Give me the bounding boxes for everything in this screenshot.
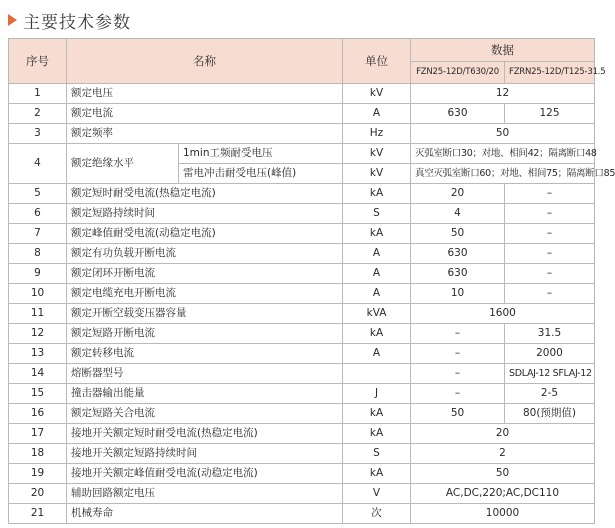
row-no: 21: [9, 504, 67, 524]
header-name: 名称: [67, 39, 343, 84]
table-row: [9, 124, 595, 144]
row-subname: 雷电冲击耐受电压(峰值): [179, 164, 343, 184]
row-name: 额定闭环开断电流: [67, 264, 343, 284]
row-value-2: 125: [505, 104, 595, 124]
table-row: [9, 364, 595, 384]
row-value-2: –: [505, 284, 595, 304]
row-value: AC,DC,220;AC,DC110: [411, 484, 595, 504]
table-row: [9, 484, 595, 504]
table-row: [9, 444, 595, 464]
row-value-1: 10: [411, 284, 505, 304]
row-unit: A: [343, 284, 411, 304]
row-name: 额定有功负载开断电流: [67, 244, 343, 264]
table-row: [9, 104, 595, 124]
row-unit: S: [343, 204, 411, 224]
row-value: 50: [411, 124, 595, 144]
table-row: [9, 224, 595, 244]
row-unit: kVA: [343, 304, 411, 324]
table-row: [9, 84, 595, 104]
row-value-1: 50: [411, 404, 505, 424]
table-row: [9, 464, 595, 484]
table-row: [9, 264, 595, 284]
row-no: 7: [9, 224, 67, 244]
row-unit: kA: [343, 464, 411, 484]
row-no: 15: [9, 384, 67, 404]
row-value-1: 4: [411, 204, 505, 224]
table-row: [9, 344, 595, 364]
row-value: 12: [411, 84, 595, 104]
row-value: 真空灭弧室断口60；对地、相间75；隔离断口85: [411, 164, 595, 184]
row-unit: A: [343, 264, 411, 284]
row-value-1: 630: [411, 264, 505, 284]
row-unit: kA: [343, 404, 411, 424]
row-no: 1: [9, 84, 67, 104]
row-value: 灭弧室断口30；对地、相间42；隔离断口48: [411, 144, 595, 164]
row-name: 接地开关额定峰值耐受电流(动稳定电流): [67, 464, 343, 484]
row-no: 18: [9, 444, 67, 464]
row-no: 10: [9, 284, 67, 304]
header-no: 序号: [9, 39, 67, 84]
row-unit: kV: [343, 164, 411, 184]
table-row: [9, 304, 595, 324]
row-name: 额定转移电流: [67, 344, 343, 364]
row-no: 8: [9, 244, 67, 264]
row-value-1: –: [411, 324, 505, 344]
row-no: 19: [9, 464, 67, 484]
row-value-1: –: [411, 344, 505, 364]
row-name: 熔断器型号: [67, 364, 343, 384]
row-unit: Hz: [343, 124, 411, 144]
row-value: 10000: [411, 504, 595, 524]
row-value-2: –: [505, 264, 595, 284]
row-no: 2: [9, 104, 67, 124]
row-value-2: 2000: [505, 344, 595, 364]
row-name: 额定峰值耐受电流(动稳定电流): [67, 224, 343, 244]
table-row: [9, 244, 595, 264]
row-value-2: 2-5: [505, 384, 595, 404]
row-no: 12: [9, 324, 67, 344]
table-row: [9, 424, 595, 444]
row-value-2: 31.5: [505, 324, 595, 344]
row-unit: kV: [343, 84, 411, 104]
row-no: 17: [9, 424, 67, 444]
row-name: 额定电压: [67, 84, 343, 104]
table-row: [9, 284, 595, 304]
row-value-2: –: [505, 244, 595, 264]
row-no: 5: [9, 184, 67, 204]
header-model-1: FZN25-12D/T630/20: [411, 62, 505, 84]
row-value-1: 630: [411, 244, 505, 264]
row-name: 额定短路开断电流: [67, 324, 343, 344]
table-header-row: [9, 39, 595, 62]
row-value-1: –: [411, 384, 505, 404]
row-unit: kA: [343, 324, 411, 344]
row-name: 额定短时耐受电流(热稳定电流): [67, 184, 343, 204]
row-value: 1600: [411, 304, 595, 324]
row-unit: [343, 364, 411, 384]
row-value-1: 630: [411, 104, 505, 124]
row-no: 20: [9, 484, 67, 504]
row-no: 9: [9, 264, 67, 284]
row-unit: A: [343, 244, 411, 264]
row-unit: kA: [343, 224, 411, 244]
row-name: 额定短路关合电流: [67, 404, 343, 424]
table-row: [9, 504, 595, 524]
row-unit: kA: [343, 424, 411, 444]
table-row: [9, 324, 595, 344]
row-name: 额定电流: [67, 104, 343, 124]
row-value-1: –: [411, 364, 505, 384]
row-subname: 1min工频耐受电压: [179, 144, 343, 164]
row-name: 接地开关额定短时耐受电流(热稳定电流): [67, 424, 343, 444]
table-row: [9, 144, 595, 164]
row-unit: kV: [343, 144, 411, 164]
row-value-2: 80(预期值): [505, 404, 595, 424]
table-row: [9, 384, 595, 404]
header-model-2: FZRN25-12D/T125-31.5: [505, 62, 595, 84]
row-value-1: 50: [411, 224, 505, 244]
row-name: 机械寿命: [67, 504, 343, 524]
table-row: [9, 404, 595, 424]
row-name: 额定绝缘水平: [67, 144, 179, 184]
row-name: 额定短路持续时间: [67, 204, 343, 224]
row-no: 13: [9, 344, 67, 364]
row-unit: J: [343, 384, 411, 404]
spec-table: [8, 38, 615, 524]
row-no: 11: [9, 304, 67, 324]
row-value-2: –: [505, 224, 595, 244]
row-unit: 次: [343, 504, 411, 524]
row-unit: V: [343, 484, 411, 504]
row-name: 撞击器输出能量: [67, 384, 343, 404]
row-unit: A: [343, 104, 411, 124]
header-data: 数据: [411, 39, 595, 62]
row-no: 6: [9, 204, 67, 224]
row-no: 4: [9, 144, 67, 184]
row-name: 接地开关额定短路持续时间: [67, 444, 343, 464]
table-row: [9, 184, 595, 204]
row-value: 20: [411, 424, 595, 444]
row-value-2: –: [505, 204, 595, 224]
row-unit: kA: [343, 184, 411, 204]
row-name: 额定频率: [67, 124, 343, 144]
row-value: 50: [411, 464, 595, 484]
row-value: 2: [411, 444, 595, 464]
row-no: 14: [9, 364, 67, 384]
row-name: 额定电缆充电开断电流: [67, 284, 343, 304]
row-unit: S: [343, 444, 411, 464]
arrow-bullet-icon: [8, 14, 17, 26]
row-unit: A: [343, 344, 411, 364]
header-unit: 单位: [343, 39, 411, 84]
row-name: 额定开断空载变压器容量: [67, 304, 343, 324]
row-value-2: SDLAJ-12 SFLAJ-12: [505, 364, 595, 384]
table-row: [9, 204, 595, 224]
row-value-1: 20: [411, 184, 505, 204]
row-name: 辅助回路额定电压: [67, 484, 343, 504]
section-title: 主要技术参数: [23, 12, 131, 33]
row-no: 16: [9, 404, 67, 424]
row-no: 3: [9, 124, 67, 144]
row-value-2: –: [505, 184, 595, 204]
section-header: [8, 8, 131, 32]
